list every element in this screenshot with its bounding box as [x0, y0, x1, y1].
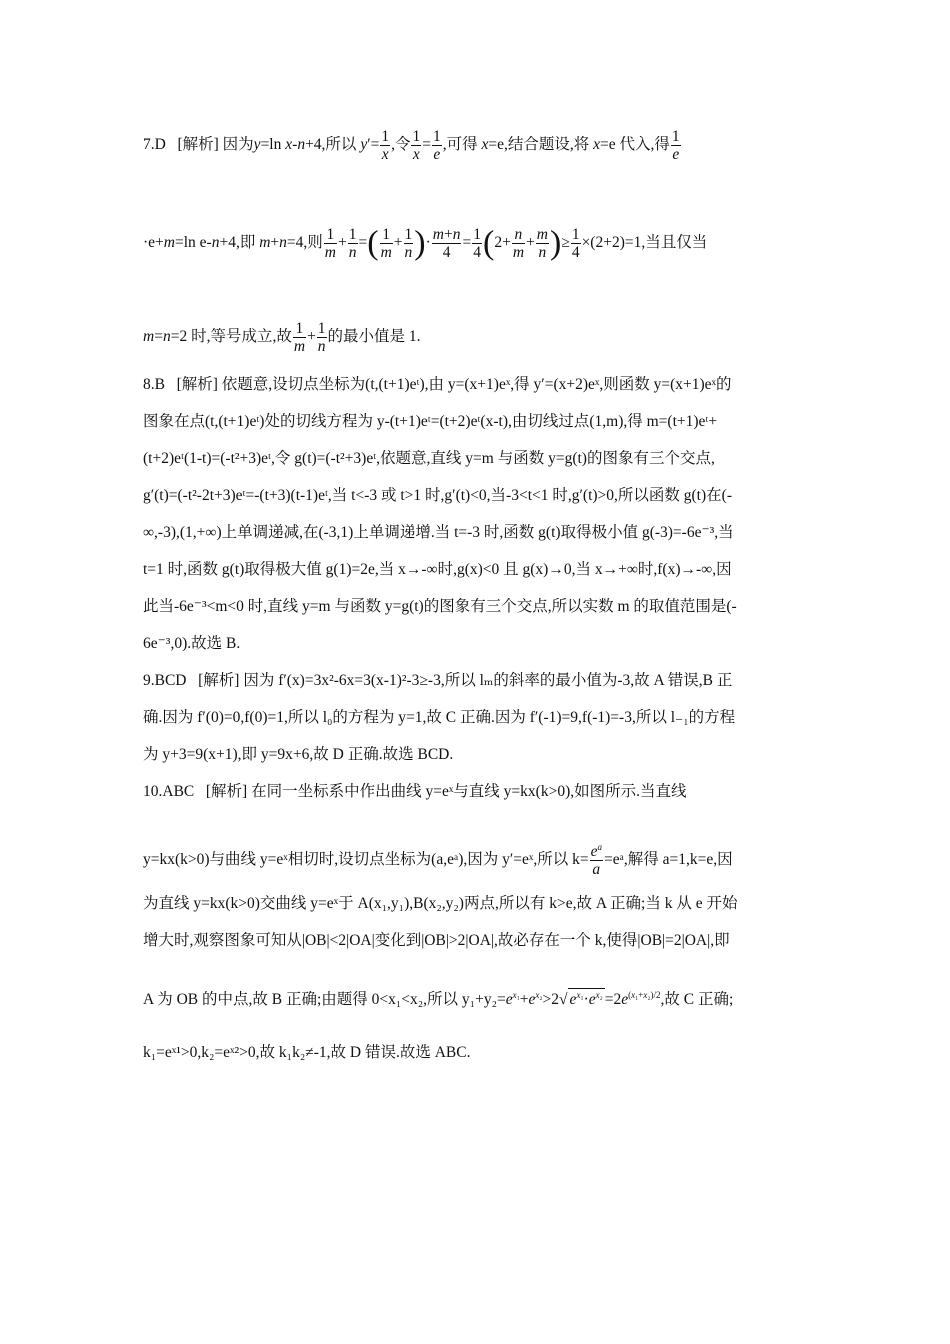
q7-text: 的最小值是 1. — [327, 328, 421, 346]
fraction: $\frac{1}{m}$ — [293, 320, 306, 355]
q7-text: =ln — [260, 136, 282, 154]
fraction: $\frac{1}{4}$ — [571, 226, 580, 261]
fraction: $\frac{1}{n}$ — [317, 320, 326, 355]
q7-text: =2 时,等号成立,故 — [170, 328, 292, 346]
fraction: $\frac{n}{m}$ — [512, 226, 525, 261]
q10-text: 增大时,观察图象可知从|OB|<2|OA|变化到|OB|>2|OA|,故必存在一个 k,使得|OB|=2|OA|,即 — [143, 932, 730, 949]
q9-text: 为 y+3=9(x+1),即 y=9x+6,故 D 正确.故选 BCD. — [143, 746, 454, 763]
q7-text: =ln e- — [175, 234, 212, 252]
q7-label: 7.D — [143, 136, 166, 154]
q7-text: 可得 — [446, 136, 478, 154]
q8-label: 8.B — [143, 376, 165, 393]
q7-line-2: ·e+m=ln e-n+4,即 m+n=4,则 $\frac{1}{m}$ + $\frac{1}{n}$ =( $\frac{1}{m}$ + $\frac{1}{n}$ )· $\frac{m+n}{4}$ = $\frac{1}{4}$ (2+ $\frac{n}{m}$ + $\frac{m}{n}$ )≥ $\frac{1}{4}$ ×(2+2)=1,当且仅当 — [143, 224, 708, 262]
q10-text: k₁=eˣ¹>0,k₂=eˣ²>0,故 k₁k₂≠-1,故 D 错误.故选 ABC. — [143, 1044, 471, 1061]
q7-text: - — [292, 136, 298, 154]
q8-line-1 — [143, 374, 813, 396]
q7-line-3: m=n=2 时,等号成立,故 $\frac{1}{m}$ + $\frac{1}{n}$ 的最小值是 1. — [143, 320, 421, 355]
q10-text: y=kx(k>0)与曲线 y=eˣ相切时,设切点坐标为(a,eᵃ),因为 y′=eˣ,所以 k= — [143, 851, 589, 869]
q7-text: ·e+ — [143, 234, 164, 252]
fraction: $\frac{1}{e}$ — [671, 128, 680, 163]
fraction: $\frac{1}{n}$ — [348, 226, 357, 261]
q10-text: =eᵃ,解得 a=1,k=e,因 — [603, 851, 733, 869]
q9-text: 确.因为 f′(0)=0,f(0)=1,所以 l₀的方程为 y=1,故 C 正确.因为 f′(-1)=9,f(-1)=-3,所以 l₋₁的方程 — [143, 709, 736, 726]
q8-text: 此当-6e⁻³<m<0 时,直线 y=m 与函数 y=g(t)的图象有三个交点,所以实数 m 的取值范围是(- — [143, 598, 737, 615]
q7-text: +4,所以 — [305, 136, 357, 154]
fraction: $\frac{1}{4}$ — [473, 226, 481, 261]
q8-text: ∞,-3),(1,+∞)上单调递减,在(-3,1)上单调递增.当 t=-3 时,函数 g(t)取得极小值 g(-3)=-6e⁻³,当 — [143, 524, 734, 541]
q8-text: 图象在点(t,(t+1)eᵗ)处的切线方程为 y-(t+1)eᵗ=(t+2)eᵗ(x-t),由切线过点(1,m),得 m=(t+1)eᵗ+ — [143, 413, 718, 430]
q10-line-1 — [143, 781, 813, 803]
fraction: $\frac{m}{n}$ — [536, 226, 548, 261]
q8-text: (t+2)eᵗ(1-t)=(-t²+3)eᵗ,令 g(t)=(-t²+3)eᵗ,依题意,直线 y=m 与函数 y=g(t)的图象有三个交点, — [143, 450, 715, 467]
q7-text: 令 — [394, 136, 411, 154]
q8-text: t=1 时,函数 g(t)取得极大值 g(1)=2e,当 x→-∞时,g(x)<0 且 g(x)→0,当 x→+∞时,f(x)→-∞,因 — [143, 561, 732, 578]
q7-text: ×(2+2)=1,当且仅当 — [581, 234, 708, 252]
fraction: $\frac{1}{e}$ — [432, 128, 441, 163]
q10-text: A 为 OB 的中点,故 B 正确;由题得 0<x₁<x₂,所以 y₁+y₂= — [143, 991, 506, 1008]
q7-line-1: 7.D [解析] 因为y=ln x-n+4,所以 y′= $\frac{1}{x}$ ,令 $\frac{1}{x}$ = $\frac{1}{e}$ ,可得 x=e,结合题设,将 x=e 代入,得 $\frac{1}{e}$ — [143, 128, 680, 163]
fraction: $\frac{1}{n}$ — [404, 226, 413, 261]
q10-text: ,故 C 正确; — [660, 991, 734, 1008]
fraction: $\frac{1}{x}$ — [412, 128, 421, 163]
q7-text: =e 代入,得 — [600, 136, 670, 154]
q9-text: 因为 f′(x)=3x²-6x=3(x-1)²-3≥-3,所以 lₘ的斜率的最小值为-3,故 A 错误,B 正 — [243, 672, 733, 689]
q10-line-5: A 为 OB 的中点,故 B 正确;由题得 0<x₁<x₂,所以 $y_1+y_2=e^{x_1}+e^{x_2}>2√$ $e^{x_1}\cdot e^{x_2} =2e^{(x_1+x_2)/2}$,故 C 正确; — [143, 988, 813, 1011]
q8-text: 依题意,设切点坐标为(t,(t+1)eᵗ),由 y=(x+1)eˣ,得 y′=(x+2)eˣ,则函数 y=(x+1)eˣ的 — [221, 376, 732, 393]
fraction: $\frac{1}{x}$ — [381, 128, 390, 163]
q9-line-1 — [143, 670, 813, 692]
q10-line-2 — [143, 843, 813, 878]
q8-text: g′(t)=(-t²-2t+3)eᵗ=-(t+3)(t-1)eᵗ,当 t<-3 或 t>1 时,g′(t)<0,当-3<t<1 时,g′(t)>0,所以函数 g(t)在(- — [143, 487, 732, 504]
q9-label: 9.BCD — [143, 672, 187, 689]
q10-label: 10.ABC — [143, 783, 195, 800]
q8-text: 6e⁻³,0).故选 B. — [143, 635, 241, 652]
q10-text: 在同一坐标系中作出曲线 y=eˣ与直线 y=kx(k>0),如图所示.当直线 — [251, 783, 687, 800]
fraction: $\frac{m+n}{4}$ — [432, 226, 461, 261]
q7-text: 因为 — [222, 136, 254, 154]
q8-tag: [解析] — [176, 376, 218, 393]
fraction: $\frac{1}{m}$ — [380, 226, 392, 261]
fraction: $\frac{e^a}{a}$ — [590, 841, 602, 878]
q7-tag: [解析] — [177, 136, 219, 154]
q9-tag: [解析] — [198, 672, 240, 689]
q10-tag: [解析] — [205, 783, 248, 800]
q7-text: =e,结合题设,将 — [488, 136, 590, 154]
q7-text: +4,即 — [219, 234, 256, 252]
fraction: $\frac{1}{m}$ — [324, 226, 336, 261]
q10-text: 为直线 y=kx(k>0)交曲线 y=eˣ于 A(x₁,y₁),B(x₂,y₂)两点,所以有 k>e,故 A 正确;当 k 从 e 开始 — [143, 895, 738, 912]
q7-text: =4,则 — [286, 234, 323, 252]
